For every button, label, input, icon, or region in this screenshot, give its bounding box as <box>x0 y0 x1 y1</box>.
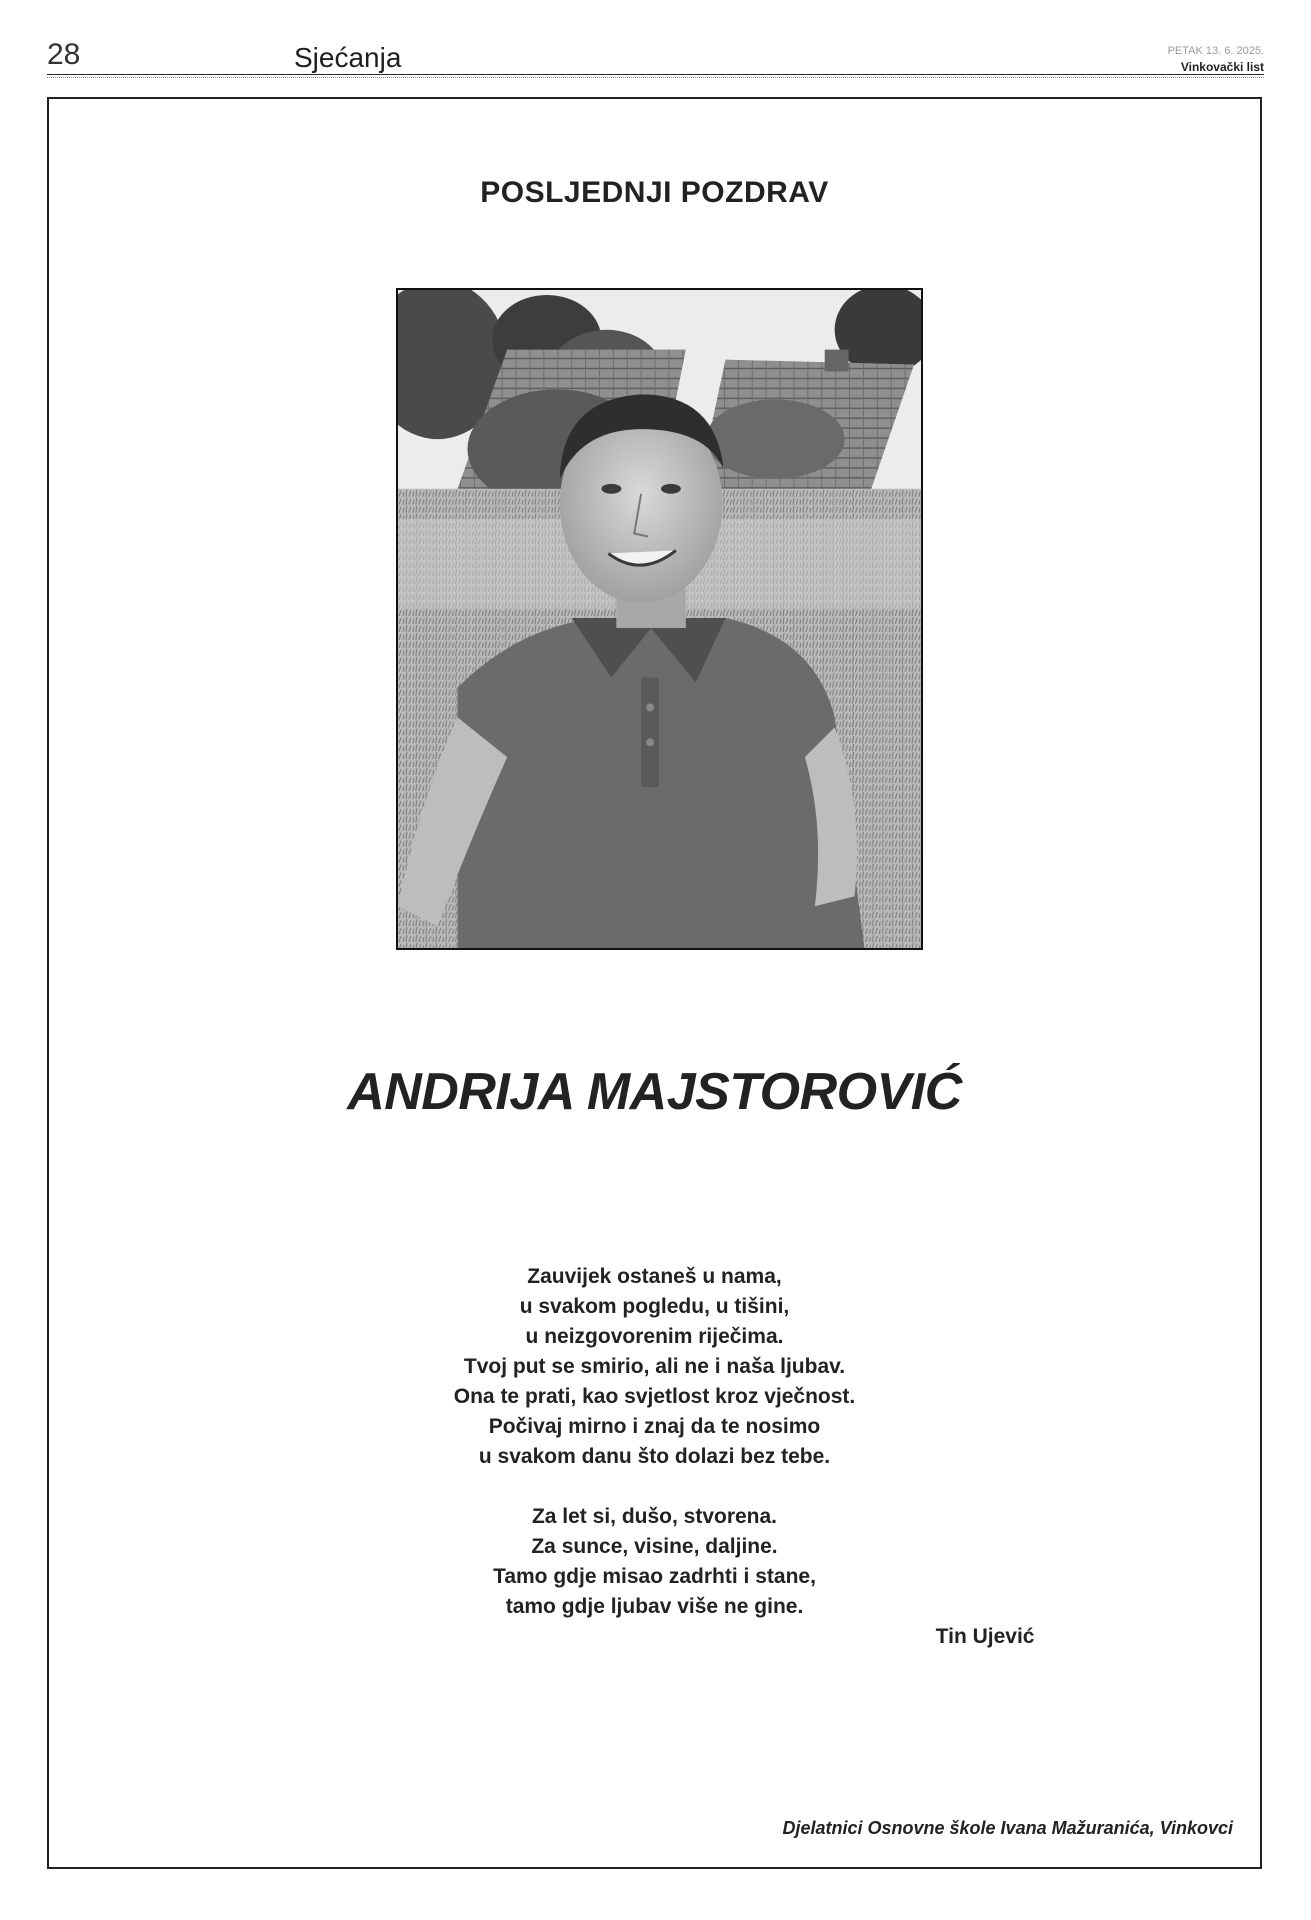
page-number: 28 <box>47 38 81 71</box>
notice-heading: POSLJEDNJI POZDRAV <box>480 176 829 209</box>
poem-line: Tamo gdje misao zadrhti i stane, <box>493 1565 816 1588</box>
issue-date: PETAK 13. 6. 2025. <box>1167 45 1264 57</box>
memorial-poem <box>49 1262 1260 1652</box>
notice-signature: Djelatnici Osnovne škole Ivana Mažuranića, Vinkovci <box>782 1818 1233 1838</box>
deceased-name: ANDRIJA MAJSTOROVIĆ <box>347 1063 962 1121</box>
poem-line: u svakom pogledu, u tišini, <box>519 1295 790 1318</box>
poem-line: tamo gdje ljubav više ne gine. <box>505 1595 804 1618</box>
poem-line: Ona te prati, kao svjetlost kroz vječnost. <box>453 1385 856 1408</box>
poem-line: Za let si, dušo, stvorena. <box>531 1505 778 1528</box>
poem-line: Tvoj put se smirio, ali ne i naša ljubav. <box>463 1355 846 1378</box>
publication-name: Vinkovački list <box>1180 60 1264 74</box>
portrait-photo-image <box>398 290 921 948</box>
poem-line: u svakom danu što dolazi bez tebe. <box>478 1445 831 1468</box>
obituary-notice <box>47 97 1262 1869</box>
poem-line: u neizgovorenim riječima. <box>525 1325 784 1348</box>
poem-line: Počivaj mirno i znaj da te nosimo <box>488 1415 821 1438</box>
stanza-gap <box>49 1472 1260 1502</box>
portrait-photo <box>396 288 923 950</box>
poem-line: Zauvijek ostaneš u nama, <box>527 1265 782 1288</box>
section-title: Sjećanja <box>294 42 402 73</box>
header-divider <box>47 74 1264 75</box>
header-divider-dotted <box>47 77 1264 78</box>
poem-author: Tin Ujević <box>935 1625 1035 1648</box>
poem-line: Za sunce, visine, daljine. <box>531 1535 778 1558</box>
